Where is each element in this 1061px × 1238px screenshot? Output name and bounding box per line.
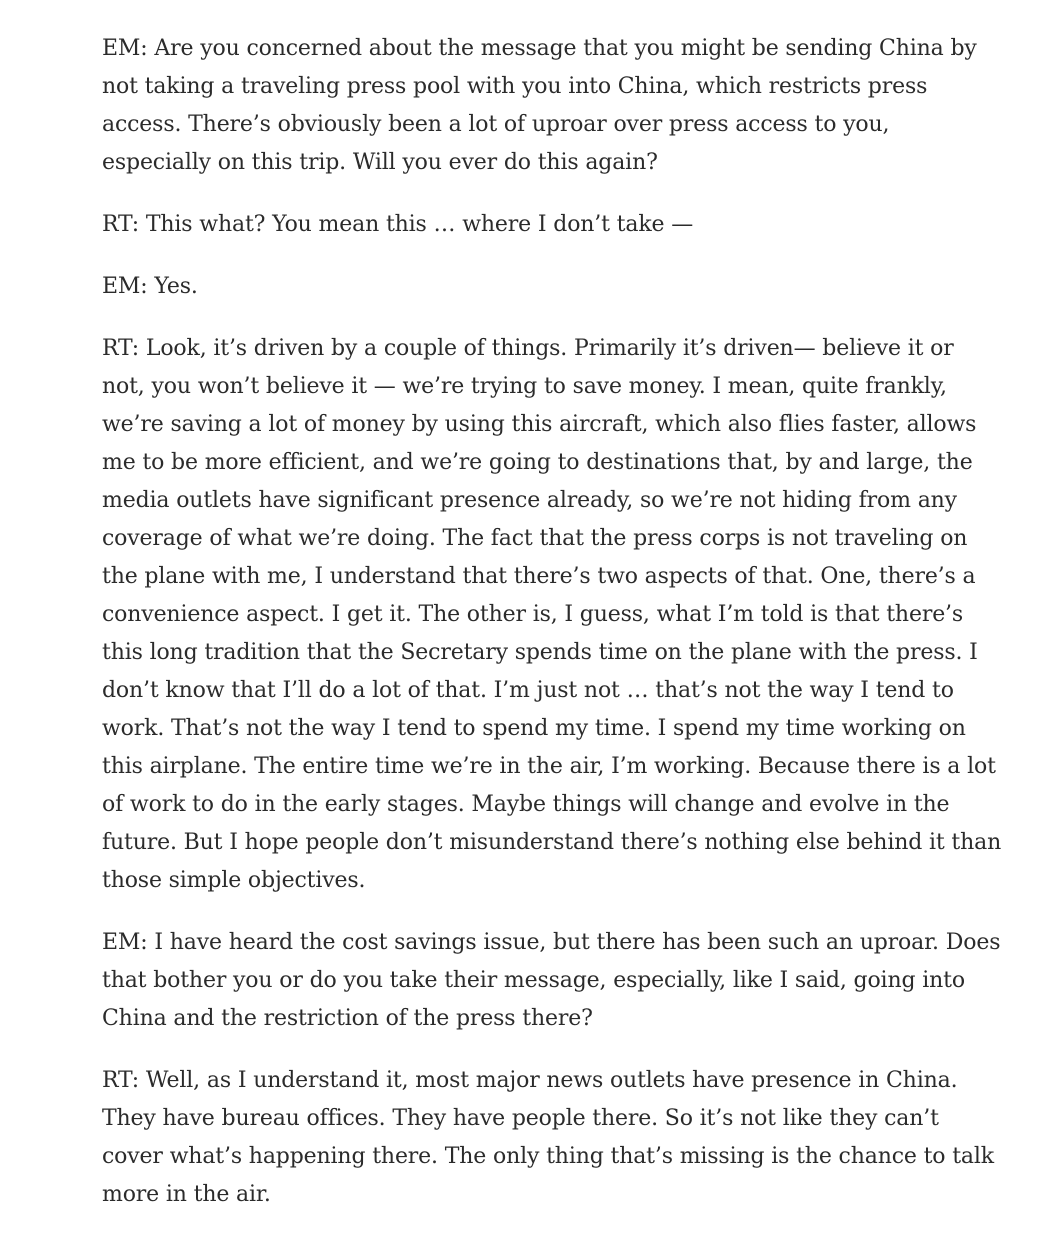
- interview-transcript: [102, 30, 1002, 1238]
- paragraph-em-question-press-pool: EM: Are you concerned about the message that you might be sending China by not taking a traveling press pool with you into China, which restricts press access. There’s obviously been a lot of uproar over press access to you, especially on this trip. Will you ever do this again?: [102, 36, 977, 175]
- paragraph-rt-this-what: RT: This what? You mean this … where I don’t take —: [102, 212, 694, 237]
- paragraph-em-cost-savings: EM: I have heard the cost savings issue, but there has been such an uproar. Does that bother you or do you take their message, especially, like I said, going into China and the restriction of the press there?: [102, 930, 1001, 1031]
- paragraph-em-yes: EM: Yes.: [102, 274, 198, 299]
- paragraph-rt-news-outlets: RT: Well, as I understand it, most major news outlets have presence in China. They have bureau offices. They have people there. So it’s not like they can’t cover what’s happening there. The only thing that’s missing is the chance to talk more in the air.: [102, 1068, 994, 1207]
- paragraph-rt-save-money: RT: Look, it’s driven by a couple of things. Primarily it’s driven— believe it or not, you won’t believe it — we’re trying to save money. I mean, quite frankly, we’re saving a lot of money by using this aircraft, which also flies faster, allows me to be more efficient, and we’re going to destinations that, by and large, the media outlets have significant presence already, so we’re not hiding from any coverage of what we’re doing. The fact that the press corps is not traveling on the plane with me, I understand that there’s two aspects of that. One, there’s a convenience aspect. I get it. The other is, I guess, what I’m told is that there’s this long tradition that the Secretary spends time on the plane with the press. I don’t know that I’ll do a lot of that. I’m just not … that’s not the way I tend to work. That’s not the way I tend to spend my time. I spend my time working on this airplane. The entire time we’re in the air, I’m working. Because there is a lot of work to do in the early stages. Maybe things will change and evolve in the future. But I hope people don’t misunderstand there’s nothing else behind it than those simple objectives.: [102, 336, 1002, 893]
